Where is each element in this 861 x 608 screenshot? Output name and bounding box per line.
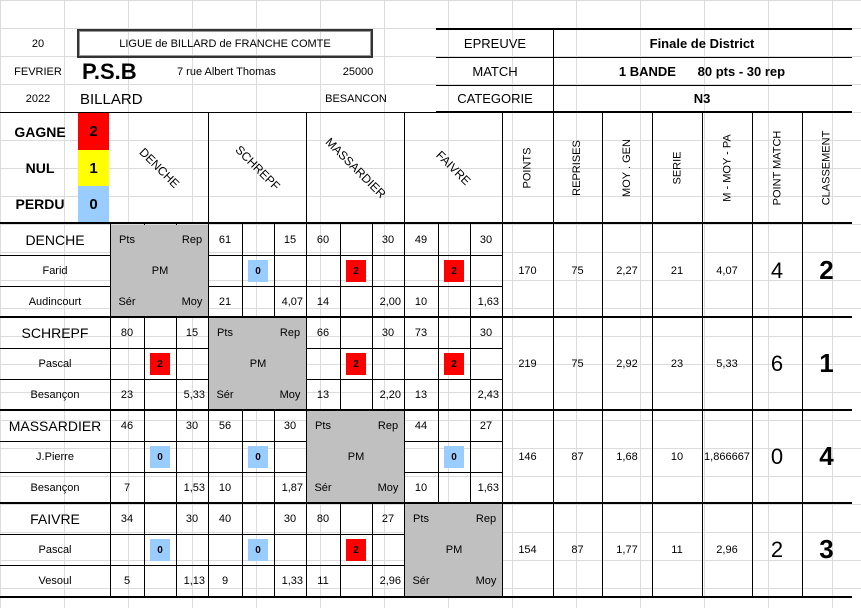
legend-perdu-label: PERDU <box>15 196 65 212</box>
player-club: Besançon <box>30 388 80 401</box>
cell-serie: 14 <box>316 295 330 308</box>
categorie-value: N3 <box>693 90 711 106</box>
grid-line <box>144 317 145 410</box>
pm-label: PM <box>347 450 365 463</box>
player-name: SCHREPF <box>21 324 89 341</box>
moy-label: Moy <box>377 481 399 494</box>
cell-moyenne: 1,63 <box>477 295 499 308</box>
ser-label: Sér <box>216 388 234 401</box>
stat-m-moy-pa: 2,96 <box>716 543 738 556</box>
cell-pts: 44 <box>414 419 428 432</box>
club-address: 7 rue Albert Thomas <box>177 66 276 78</box>
cell-pts: 60 <box>316 233 330 246</box>
grid-line <box>0 112 852 113</box>
cell-rep: 27 <box>381 512 395 525</box>
player-club: Besançon <box>30 481 80 494</box>
date-day: 20 <box>31 38 45 50</box>
stat-points: 154 <box>518 543 537 556</box>
cell-moyenne: 4,07 <box>281 295 303 308</box>
grid-line <box>438 317 439 410</box>
cell-rep: 30 <box>283 512 297 525</box>
cell-pts: 34 <box>120 512 134 525</box>
pts-label: Pts <box>119 233 135 246</box>
player-first-name: Pascal <box>38 543 72 556</box>
cell-moyenne: 2,00 <box>379 295 401 308</box>
grid-line <box>242 503 243 596</box>
cell-pts: 46 <box>120 419 134 432</box>
grid-line <box>0 596 852 598</box>
pts-label: Pts <box>413 512 429 525</box>
cell-match-points: 2 <box>346 353 366 375</box>
stat-moy-gen: 1,68 <box>616 450 638 463</box>
stat-reprises: 87 <box>571 543 584 556</box>
cell-rep: 30 <box>381 326 395 339</box>
player-first-name: Farid <box>42 264 68 277</box>
player-name: FAIVRE <box>30 510 80 527</box>
cell-rep: 30 <box>185 512 199 525</box>
stat-reprises: 75 <box>571 357 584 370</box>
cell-rep: 15 <box>283 233 297 246</box>
player-name: DENCHE <box>25 231 85 248</box>
grid-line <box>340 317 341 410</box>
pts-label: Pts <box>217 326 233 339</box>
cell-pts: 73 <box>414 326 428 339</box>
stat-point-match: 2 <box>770 536 784 562</box>
cell-serie: 7 <box>123 481 131 494</box>
stat-m-moy-pa: 4,07 <box>716 264 738 277</box>
legend-gagne-label: GAGNE <box>14 123 66 140</box>
cell-serie: 10 <box>414 295 428 308</box>
cell-rep: 30 <box>185 419 199 432</box>
player-club: Audincourt <box>28 295 82 308</box>
stat-classement: 1 <box>819 348 834 378</box>
stat-classement: 2 <box>819 255 834 285</box>
ser-label: Sér <box>412 574 430 587</box>
rep-label: Rep <box>475 512 497 525</box>
legend-nul-label: NUL <box>25 160 55 176</box>
stat-moy-gen: 2,92 <box>616 357 638 370</box>
grid-line <box>242 224 243 317</box>
cell-serie: 10 <box>218 481 232 494</box>
cell-serie: 13 <box>414 388 428 401</box>
col-header-schrepf: SCHREPF <box>231 142 283 194</box>
club-short-name: P.S.B <box>82 59 137 84</box>
ser-label: Sér <box>314 481 332 494</box>
stat-reprises: 75 <box>571 264 584 277</box>
cell-match-points: 0 <box>248 446 268 468</box>
stat-point-match: 6 <box>770 350 784 376</box>
stat-point-match: 4 <box>770 257 784 283</box>
club-postcode: 25000 <box>342 66 374 78</box>
rep-label: Rep <box>377 419 399 432</box>
cell-rep: 30 <box>479 233 493 246</box>
col-header-stat-0: POINTS <box>520 147 533 189</box>
match-value: 1 BANDE 80 pts - 30 rep <box>618 63 786 79</box>
col-header-stat-1: REPRISES <box>570 140 583 196</box>
date-year: 2022 <box>25 93 51 105</box>
pm-label: PM <box>445 543 463 556</box>
league-title-box: LIGUE de BILLARD de FRANCHE COMTE <box>77 29 373 58</box>
grid-line <box>144 410 145 503</box>
legend-gagne-value: 2 <box>78 113 109 150</box>
cell-serie: 21 <box>218 295 232 308</box>
player-first-name: Pascal <box>38 357 72 370</box>
cell-moyenne: 1,13 <box>183 574 205 587</box>
cell-pts: 49 <box>414 233 428 246</box>
cell-rep: 15 <box>185 326 199 339</box>
cell-rep: 30 <box>381 233 395 246</box>
cell-match-points: 0 <box>444 446 464 468</box>
stat-m-moy-pa: 5,33 <box>716 357 738 370</box>
cell-pts: 61 <box>218 233 232 246</box>
cell-rep: 30 <box>283 419 297 432</box>
match-label: MATCH <box>472 63 518 79</box>
date-month: FEVRIER <box>14 66 62 78</box>
club-long-name: BILLARD <box>80 90 143 108</box>
club-city: BESANCON <box>325 93 387 105</box>
cell-serie: 23 <box>120 388 134 401</box>
col-header-denche: DENCHE <box>135 145 182 191</box>
cell-serie: 9 <box>221 574 229 587</box>
cell-match-points: 2 <box>444 353 464 375</box>
cell-rep: 27 <box>479 419 493 432</box>
stat-classement: 3 <box>819 534 834 564</box>
col-header-massardier: MASSARDIER <box>322 134 389 202</box>
stat-reprises: 87 <box>571 450 584 463</box>
cell-moyenne: 1,87 <box>281 481 303 494</box>
cell-moyenne: 2,43 <box>477 388 499 401</box>
stat-points: 146 <box>518 450 537 463</box>
player-club: Vesoul <box>38 574 72 587</box>
cell-rep: 30 <box>479 326 493 339</box>
player-first-name: J.Pierre <box>36 450 74 463</box>
col-header-stat-3: SERIE <box>671 151 684 185</box>
pts-label: Pts <box>315 419 331 432</box>
moy-label: Moy <box>181 295 203 308</box>
grid-line <box>242 410 243 503</box>
cell-match-points: 2 <box>346 260 366 282</box>
categorie-label: CATEGORIE <box>457 90 533 106</box>
cell-pts: 80 <box>120 326 134 339</box>
grid-line <box>340 503 341 596</box>
cell-pts: 40 <box>218 512 232 525</box>
cell-match-points: 2 <box>444 260 464 282</box>
cell-pts: 80 <box>316 512 330 525</box>
epreuve-label: EPREUVE <box>463 35 527 51</box>
cell-serie: 11 <box>317 574 329 587</box>
stat-serie: 10 <box>670 450 684 463</box>
cell-match-points: 0 <box>150 539 170 561</box>
cell-match-points: 0 <box>248 260 268 282</box>
col-header-faivre: FAIVRE <box>432 147 473 189</box>
stat-classement: 4 <box>819 441 834 471</box>
pm-label: PM <box>249 357 267 370</box>
cell-match-points: 2 <box>346 539 366 561</box>
col-header-stat-6: CLASSEMENT <box>819 130 832 206</box>
cell-match-points: 2 <box>150 353 170 375</box>
stat-moy-gen: 2,27 <box>616 264 638 277</box>
stat-m-moy-pa: 1,866667 <box>704 450 750 463</box>
ser-label: Sér <box>118 295 136 308</box>
cell-moyenne: 1,33 <box>281 574 303 587</box>
stat-points: 219 <box>518 357 537 370</box>
grid-line <box>144 503 145 596</box>
stat-moy-gen: 1,77 <box>616 543 638 556</box>
cell-moyenne: 1,63 <box>477 481 499 494</box>
legend-nul-value: 1 <box>78 150 109 186</box>
cell-moyenne: 2,20 <box>379 388 401 401</box>
cell-moyenne: 1,53 <box>183 481 205 494</box>
moy-label: Moy <box>279 388 301 401</box>
col-header-stat-2: MOY . GEN <box>620 139 633 197</box>
stat-serie: 21 <box>670 264 684 277</box>
rep-label: Rep <box>181 233 203 246</box>
legend-perdu-value: 0 <box>78 186 109 222</box>
cell-pts: 66 <box>316 326 330 339</box>
col-header-stat-4: M - MOY - PA <box>721 134 734 202</box>
pm-label: PM <box>151 264 169 277</box>
grid-line <box>438 410 439 503</box>
cell-serie: 10 <box>414 481 428 494</box>
stat-points: 170 <box>518 264 537 277</box>
cell-match-points: 0 <box>248 539 268 561</box>
cell-match-points: 0 <box>150 446 170 468</box>
cell-serie: 5 <box>123 574 131 587</box>
grid-line <box>340 224 341 317</box>
stat-serie: 23 <box>670 357 684 370</box>
epreuve-value: Finale de District <box>649 35 755 51</box>
cell-serie: 13 <box>316 388 330 401</box>
stat-point-match: 0 <box>770 443 784 469</box>
moy-label: Moy <box>475 574 497 587</box>
rep-label: Rep <box>279 326 301 339</box>
grid-line <box>438 224 439 317</box>
col-header-stat-5: POINT MATCH <box>770 130 783 206</box>
cell-pts: 56 <box>218 419 232 432</box>
cell-moyenne: 2,96 <box>379 574 401 587</box>
cell-moyenne: 5,33 <box>183 388 205 401</box>
stat-serie: 11 <box>671 543 683 556</box>
player-name: MASSARDIER <box>8 417 102 434</box>
